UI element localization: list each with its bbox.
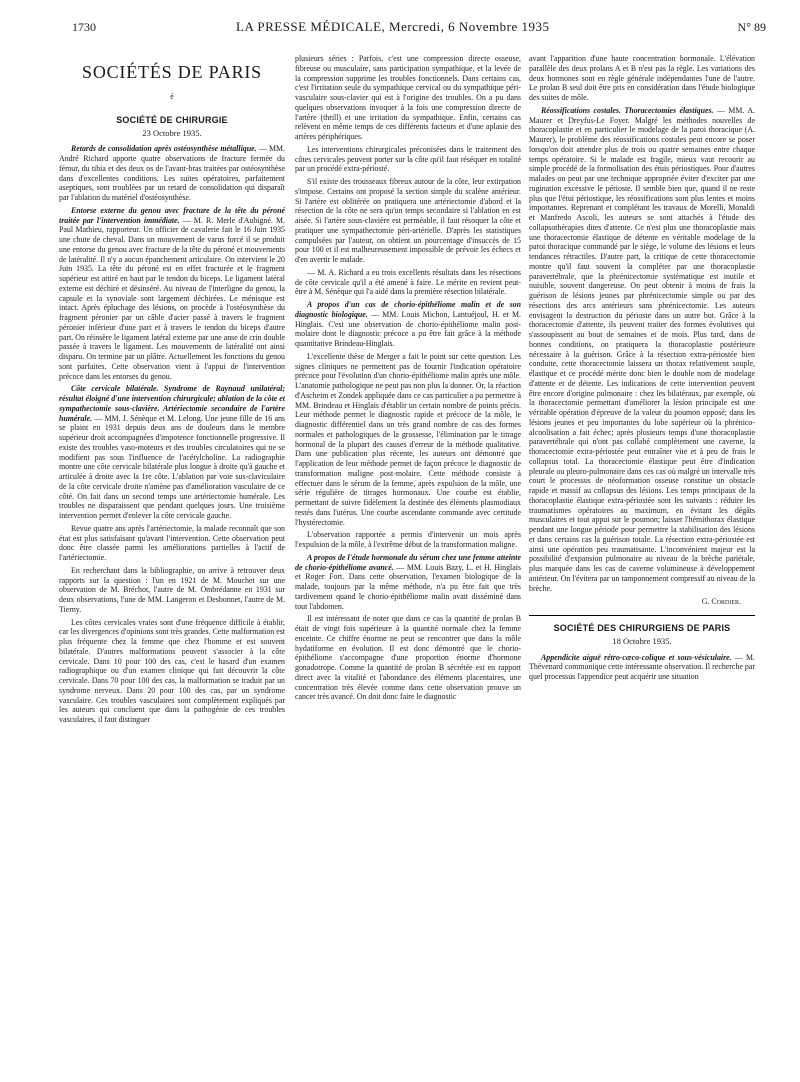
article-body: — M. Thévenard communique cette intéressante observation. Il recherche par quel processus l'appendice peut acquérir une situation — [529, 652, 755, 681]
article-merle — [59, 206, 285, 382]
article-title: Réossifications costales. Thoracectomies élastiques. — [541, 105, 714, 115]
article-thevenard — [529, 653, 755, 682]
paragraph: Les interventions chirurgicales préconisées dans le traitement des côtes cervicales peuvent porter sur la côte qu'il faut réséquer en totalité par un procédé extra-périosté. — [295, 144, 521, 174]
article-title: Entorse externe du genou avec fracture de la tête du péroné traitée par l'intervention immédiate. — [59, 205, 285, 225]
paragraph: L'observation rapportée a permis d'intervenir un mois après l'expulsion de la môle, à l'extrême début de la transformation maligne. — [295, 530, 521, 549]
page-header — [0, 0, 800, 40]
society-name: SOCIÉTÉ DES CHIRURGIENS DE PARIS — [553, 623, 731, 633]
section-title: SOCIÉTÉS DE PARIS — [82, 62, 262, 82]
column-1 — [59, 54, 285, 1064]
column-3 — [529, 54, 755, 1064]
article-body: — MM. Louis Michon, Lantuéjoul, H. et M. Hinglais. C'est une observation de chorio-épithéliome malin post-molaire dont le diagnostic précoce a pu être fait grâce à la méthode quantitative Brindeau-Hinglais. — [295, 309, 521, 348]
article-seneque — [59, 384, 285, 521]
article-body: — MM. André Richard apporte quatre observations de fracture fermée du fémur, du tibia et des deux os de l'avant-bras traitées par ostéosynthèse dans d'excellentes conditions. Les suites opératoires, parfaitement aseptiques, sont troublées par un retard de consolidation qui disparaît par l'ablation du matériel d'ostéosynthèse. — [59, 144, 285, 202]
article-body: — MM. A. Maurer et Dreyfus-Le Foyer. Malgré les méthodes nouvelles de thoracoplastie et en particulier le modelage de la paroi thoracique (A. Maurer), le problème des réossifications costales peut encore se poser lorsqu'on doit attendre plus de trois ou quatre semaines entre chaque temps opératoire. Si le malade est fragile, mieux vaut recourir au simple procédé de la formolisation des étuis périostiques. Pour d'autres malades on peut par une technique appropriée éviter d'exciter par une rugination excessive le périoste. Il semble bien que, quand il ne reste plus que l'étui périostique, les réossifications sont plus lentes et moins importantes. Reprenant et complétant les travaux de Morelli, Monaldi et Manfredo Ascoli, les auteurs se sont attachés à l'étude des collapsothérapies dites d'attente. Ce n'est plus une thoracoplastie mais une thoracectomie élastique de détente en véritable modelage de la paroi thoracique commandé par le siège, le volume des lésions et leurs tendances rétractiles. D'autre part, la critique de cette thoracectomie montre qu'il faut souvent la compléter par une thoracoplastie paravertébrale, que la phrénicectomie systématique est inutile et nuisible, souvent dangereuse. On peut obtenir à moins de frais la guérison de lésions jeunes par phrénicectomie simple ou par des résections des arcs antérieurs sans phrénicectomie. Les auteurs envisagent la destruction du périoste dans un autre but. Grâce à la thoracectomie d'attente, ils peuvent traiter des formes évolutives qui s'assoupissent au bout de semaines et de mois. Plus tard, dans de bonnes conditions, on pratiquera la thoracoplastie postérieure nécessaire à la guérison. Grâce à la résection extra-périostée bien conduite, cette thoracectomie laissera un thorax relativement souple, élastique et ce procédé mérite donc bien le double nom de modelage d'attente et de détente. Les indications de cette intervention peuvent être encore d'origine pulmonaire : chez les bilatéraux, par exemple, où la thoracectomie permettant d'améliorer la lésion principale est une véritable opération d'épreuve de la valeur du poumon opposé; dans les lésions jeunes et peu importantes du lobe supérieur où la phrénico-alcoolisation a fait échec; après plusieurs temps d'une thoracoplastie paravertébrale qui n'ont pas collabé complètement une caverne, la thoracectomie extra-périostée peut entraîner vite et à peu de frais le collapsus total. La thoracectomie élastique peut être d'indication pleurale ou pleuro-pulmonaire dans ces cas où malgré un intervalle très court le processus de néoformation osseuse constitue un obstacle rapide et massif au collapsus des lésions. Les temps principaux de la thoracoplastie élastique extra-périostée sont les suivants : réduire les traumatismes opératoires au maximum, en évitant les dégâts musculaires et tout appui sur le poumon; laisser l'hémithorax élastique pendant une longue période pour permettre la stabilisation des lésions et dans certains cas la guérison totale. La résection extra-périostée est ainsi une opération peu traumatisante. L'inconvénient majeur est la possibilité d'expansion pulmonaire au niveau de la brèche pariétale, plus marquée dans les cas de caverne volumineuse à développement antérieur. On l'évitera par un tamponnement compressif au niveau de la brèche. — [529, 105, 755, 593]
paragraph: Les côtes cervicales vraies sont d'une fréquence difficile à établir, car les divergences d'opinions sont très grandes. Cette malformation est plus fréquente chez la femme que chez l'homme et est souvent bilatérale. D'autres malformations peuvent s'associer à la côte cervicale. Dans 10 pour 100 des cas, c'est le hasard d'un examen radiographique ou d'un examen clinique qui fait découvrir la côte cervicale. Dans 70 pour 100 des cas, la malformation se traduit par un syndrome nerveux. Dans 20 pour 100 des cas, par un syndrome vasculaire. Ces troubles vasculaires sont complètement expliqués par les auteurs qui concluent que dans la pathogénie de ces troubles vasculaires, il faut distinguer — [59, 617, 285, 724]
paragraph: Revue quatre ans après l'artériectomie, la malade reconnaît que son état est plus satisfaisant qu'avant l'intervention. Cette observation peut donc être classée parmi les améliorations partielles à l'actif de l'artériectomie. — [59, 523, 285, 562]
paragraph: L'excellente thèse de Merger a fait le point sur cette question. Les signes cliniques ne permettent pas de fournir l'indication opératoire précoce pour l'évolution d'un chorio-épithéliome malin après une môle. L'anatomie pathologique ne peut pas non plus la donner. Or, la réaction d'Ascheim et Zondek appliquée dans ce cas particulier a pu permettre à MM. Brindeau et Hinglais d'établir un certain nombre de points précis. Leur méthode permet le diagnostic rapide et précoce de la môle, le diagnostic différentiel dans un très grand nombre de cas des formes normales et pathologiques de la grossesse, l'élimination par le titrage hormonal de la plupart des causes d'erreur de la méthode qualitative. Dans une publication plus récente, les auteurs ont démontré que l'application de leur méthode permet de façon précoce le diagnostic de transformation maligne post-molaire. Cette méthode consiste à effectuer dans le sérum de la femme, après expulsion de la môle, une série régulière de titrages hormonaux. Une courbe est établie, permettant de suivre fidèlement la destinée des éléments plasmodiaux restés dans l'utérus. Une courbe ascendante commande avec certitude l'hystérectomie. — [295, 351, 521, 527]
article-title: Appendicite aiguë rétro-cæco-colique et sous-vésiculaire. — [541, 652, 732, 662]
page-number-left: 1730 — [72, 20, 96, 34]
article-richard — [59, 144, 285, 203]
journal-running-title: LA PRESSE MÉDICALE, Mercredi, 6 Novembre 1935 — [236, 19, 550, 34]
paragraph: plusieurs séries : Parfois, c'est une compression directe osseuse, fibreuse ou musculaire, sans participation sympathique, et la levée de la compression supprime les troubles fonctionnels. Dans certains cas, c'est l'irritation seule du sympathique cervical ou du sympathique péri-vasculaire sous-clavier qui est à l'origine des troubles. On a pu dans quelques observations invoquer à la fois une compression directe de l'artère (thrill) et une irritation du sympathique. Enfin, certains cas relèvent en même temps de ces différents facteurs et d'une aplasie des artères périphériques. — [295, 54, 521, 141]
article-maurer — [529, 106, 755, 594]
article-bazy — [295, 553, 521, 612]
article-body: — MM. Louis Bazy, L. et H. Hinglais et Roger Fort. Dans cette observation, l'examen biologique de la malade, toujours par la même méthode, n'a pu être fait que très tardivement quand le chorio-épithéliome malin avait disséminé dans tout l'abdomen. — [295, 562, 521, 611]
society-date: 23 Octobre 1935. — [142, 127, 202, 138]
article-michon — [295, 300, 521, 349]
paragraph: S'il existe des trousseaux fibreux autour de la côte, leur extirpation s'impose. Certains ont proposé la section simple du scalène antérieur. Si l'artère est oblitérée on pratiquera une artériectomie d'abord et la résection de la côte ne sera qu'un temps secondaire si l'ablation en est aisée. Si l'artère sous-clavière est perméable, il faut résoquer la côte et pratiquer une sympathectomie péri-artérielle. D'après les statistiques compulsées par l'auteur, on obtient un pourcentage d'insuccès de 15 pour 100 et il est malheureusement impossible de prévoir les échecs et d'en avertir le malade. — [295, 177, 521, 264]
article-title: Retards de consolidation après ostéosynthèse métallique. — [71, 144, 257, 154]
paragraph: En recherchant dans la bibliographie, on arrive à retrouver deux rapports sur la question : l'un en 1921 de M. Mouchet sur une observation de M. Bréchot, l'autre de M. Ombrédanne en 1931 sur deux observations, l'une de MM. Langeron et Desbonnet, l'autre de M. Tierny. — [59, 565, 285, 614]
article-body: — M. R. Merle d'Aubigné. M. Paul Mathieu, rapporteur. Un officier de cavalerie fait le 16 Juin 1935 une chute de cheval. Dans un mouvement de varus forcé il se produit une entorse du genou avec fracture de la tête du péroné et mouvements de latéralité. Il n'y a aucun épanchement articulaire. On intervient le 20 Juin 1935. La tête du péroné est en effet fracturée et le fragment supérieur est attiré en haut par le tendon du biceps. Le ligament latéral externe est déchiré et désinséré. Au niveau de l'interligne du genou, la capsule et la synoviale sont largement déchirées. Le ménisque est intact. Après épluchage des lésions, on procède à l'ostéosynthèse du fragment péronier par un câble d'acier passé à travers le fragment péronier inférieur d'une part et à travers le tendon du biceps d'autre part. On réinsère le ligament latéral externe par une anse de crin double passée à travers le ligament. Les mouvements de latéralité ont ainsi disparu. On termine par un plâtre. Actuellement les fonctions du genou sont parfaites. Cette observation vient à l'appui de l'intervention précoce dans les entorses du genou. — [59, 215, 285, 381]
article-body: — MM. J. Sénèque et M. Lelong. Une jeune fille de 16 ans se plaint en 1931 depuis deux ans de douleurs dans le membre supérieur droit accompagnées d'impotence fonctionnelle progressive. Il existe des troubles vaso-moteurs et des troubles circulatoires qui ne se modifient pas sous l'influence de l'acétylcholine. La radiographie montre une côte cervicale bilatérale plus longue à droite qu'à gauche et articulée à droite avec la 1re côte. L'ablation par voie sus-claviculaire de la côte cervicale droite n'amène pas d'amélioration vasculaire de ce côté. On fait dans un second temps une artériectomie humérale. Les troubles ne disparaissent que pendant quelques jours. Une troisième intervention permet d'enlever la côte cervicale gauche. — [59, 413, 285, 520]
society-name: SOCIÉTÉ DE CHIRURGIE — [116, 114, 228, 125]
paragraph: avant l'apparition d'une haute concentration hormonale. L'élévation parallèle des deux prolans A et B n'est pas la règle. Les variations des deux hormones sont en règle générale indépendantes l'une de l'autre. Le prolan B seul doit être pris en considération dans l'étude biologique des suites de môle. — [529, 54, 755, 102]
column-2 — [295, 54, 521, 1064]
article-title: A propos de l'étude hormonale du sérum chez une femme atteinte de chorio-épithéliome avancé. — [295, 552, 521, 572]
section-divider — [529, 615, 755, 616]
article-title: A propos d'un cas de chorio-épithéliome malin et de son diagnostic biologique. — [295, 300, 521, 319]
article-title: Côte cervicale bilatérale. Syndrome de Raynaud unilatéral; résultat éloigné d'une intervention chirurgicale; ablation de la côte et sympathectomie sous-clavière. Artériectomie secondaire de l'artère humérale. — [59, 384, 285, 423]
paragraph: Il est intéressant de noter que dans ce cas la quantité de prolan B était de vingt fois supérieure à la quantité normale chez la femme enceinte. Ce chiffre énorme ne peut se rencontrer que dans la môle hydatiforme en évolution. Il est donc démontré que le chorio-épithéliome s'accompagne d'une proportion énorme d'hormone gonadotrope. Comme la quantité de prolan B sécrétée est en rapport direct avec la vitalité et l'abondance des éléments placentaires, une concentration très élevée comme dans cette observation prouve un cancer très avancé. On doit donc faire le diagnostic — [295, 614, 521, 702]
paragraph: — M. A. Richard a eu trois excellents résultats dans les résections de côte cervicale qu'il a été amené à faire. Le mérite en revient peut-être à M. Sénèque qui l'a aidé dans la première résection bilatérale. — [295, 267, 521, 297]
author-signature: G. Cordier. — [701, 597, 741, 607]
section-mark: é — [170, 92, 174, 101]
society-date: 18 Octobre 1935. — [612, 635, 672, 646]
issue-number: N° 89 — [737, 20, 766, 34]
